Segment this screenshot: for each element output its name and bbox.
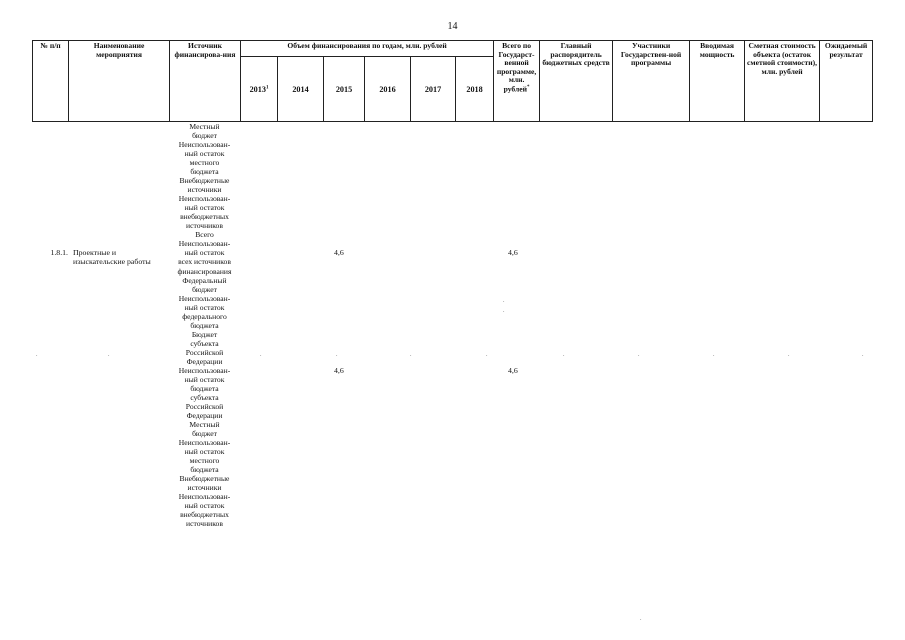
scan-speck: . [410, 352, 412, 358]
scan-speck: . [788, 352, 790, 358]
header-manager: Главный распорядитель бюджетных средств [540, 41, 613, 122]
funding-source-line: бюджет [192, 429, 217, 439]
header-funding-group: Объем финансирования по годам, млн. рублей [241, 41, 494, 57]
header-year-2015: 2015 [324, 57, 365, 122]
value-subject-2015: 4,6 [334, 366, 344, 375]
scan-speck: . [640, 616, 642, 622]
funding-source-line: субъекта [190, 338, 219, 348]
funding-source-line: Неиспользован- [178, 140, 231, 150]
header-year-footnote: 1 [265, 85, 269, 91]
funding-source-line: Местный [189, 122, 220, 131]
scan-speck: . [260, 352, 262, 358]
funding-source-line: Российской [185, 401, 224, 411]
funding-source-line: источники [187, 483, 222, 493]
funding-source-line: Неиспользован- [178, 492, 231, 502]
funding-source-line: Внебюджетные [179, 474, 230, 484]
header-total [494, 41, 540, 122]
funding-source-line: Неиспользован- [178, 438, 231, 448]
funding-source-line: финансирования [177, 266, 232, 276]
funding-source-line: ный остаток [184, 501, 225, 511]
funding-source-line: Федеральный [182, 275, 227, 285]
header-year-2018: 2018 [456, 57, 494, 122]
funding-source-line: бюджет [192, 131, 217, 141]
header-year-2013-label: 2013 [249, 84, 266, 94]
funding-source-line: Неиспользован- [178, 293, 231, 303]
header-num: № п/п [33, 41, 69, 122]
scan-speck: . [862, 352, 864, 358]
header-estimate: Сметная стоимость объекта (остаток сметной стоимости), млн. рублей [745, 41, 820, 122]
funding-source-line: ный остаток [184, 203, 225, 213]
row-activity-name: Проектные и изыскательские работы [73, 248, 151, 267]
funding-source-line: источников [186, 221, 223, 231]
funding-source-line: Всего [195, 230, 214, 240]
scan-speck: . [503, 308, 505, 314]
value-subject-program: 4,6 [508, 366, 518, 375]
funding-source-line: ный остаток [184, 374, 225, 384]
funding-source-line: источники [187, 185, 222, 195]
row-number: 1.8.1. [50, 248, 68, 257]
funding-source-line: Неиспользован- [178, 239, 231, 249]
scan-speck: . [36, 352, 38, 358]
funding-table-header [32, 40, 873, 122]
funding-source-line: Федерации [186, 411, 223, 420]
funding-source-line: бюджета [190, 465, 219, 475]
funding-source-line: ный остаток [184, 447, 225, 457]
header-total-label: Всего по Государст-венной программе, млн. рублей [496, 41, 537, 94]
funding-source-line: всех источников [178, 257, 231, 267]
funding-source-line: местного [189, 158, 220, 168]
funding-source-line: Неиспользован- [178, 365, 231, 375]
header-source: Источник финансирова-ния [170, 41, 241, 122]
page-number: 14 [447, 21, 458, 32]
scan-speck: . [503, 298, 505, 304]
funding-source-line: Внебюджетные [179, 176, 230, 186]
funding-source-column [170, 122, 239, 528]
funding-source-line: Федерации [186, 356, 223, 366]
funding-source-line: Бюджет [191, 329, 218, 339]
funding-source-line: бюджет [192, 284, 217, 294]
funding-source-line: внебюджетных [180, 510, 229, 520]
funding-source-line: ный остаток [184, 248, 225, 258]
scan-speck: . [486, 352, 488, 358]
header-year-2016: 2016 [365, 57, 411, 122]
funding-source-line: ный остаток [184, 302, 225, 312]
scan-speck: . [638, 352, 640, 358]
header-year-2013 [241, 57, 278, 122]
funding-source-line: федерального [182, 311, 227, 321]
header-total-footnote: * [527, 84, 530, 90]
funding-source-line: ный остаток [184, 149, 225, 159]
scan-speck: . [336, 352, 338, 358]
funding-source-line: Российской [185, 347, 224, 357]
header-participants: Участники Государствен-ной программы [613, 41, 690, 122]
funding-source-line: источников [186, 519, 223, 529]
value-total-program: 4,6 [508, 248, 518, 257]
funding-source-line: субъекта [190, 392, 219, 402]
value-total-2015: 4,6 [334, 248, 344, 257]
funding-source-line: бюджета [190, 167, 219, 177]
header-capacity: Вводимая мощность [690, 41, 745, 122]
funding-source-line: бюджета [190, 383, 219, 393]
header-year-2017: 2017 [411, 57, 456, 122]
funding-source-line: бюджета [190, 320, 219, 330]
scan-speck: . [563, 352, 565, 358]
header-result: Ожидаемый результат [820, 41, 873, 122]
funding-source-line: Неиспользован- [178, 194, 231, 204]
funding-source-line: внебюджетных [180, 212, 229, 222]
scan-speck: . [108, 352, 110, 358]
funding-source-line: Местный [189, 420, 220, 430]
scan-speck: . [713, 352, 715, 358]
header-name: Наименование мероприятия [69, 41, 170, 122]
header-year-2014: 2014 [278, 57, 324, 122]
funding-source-line: местного [189, 456, 220, 466]
